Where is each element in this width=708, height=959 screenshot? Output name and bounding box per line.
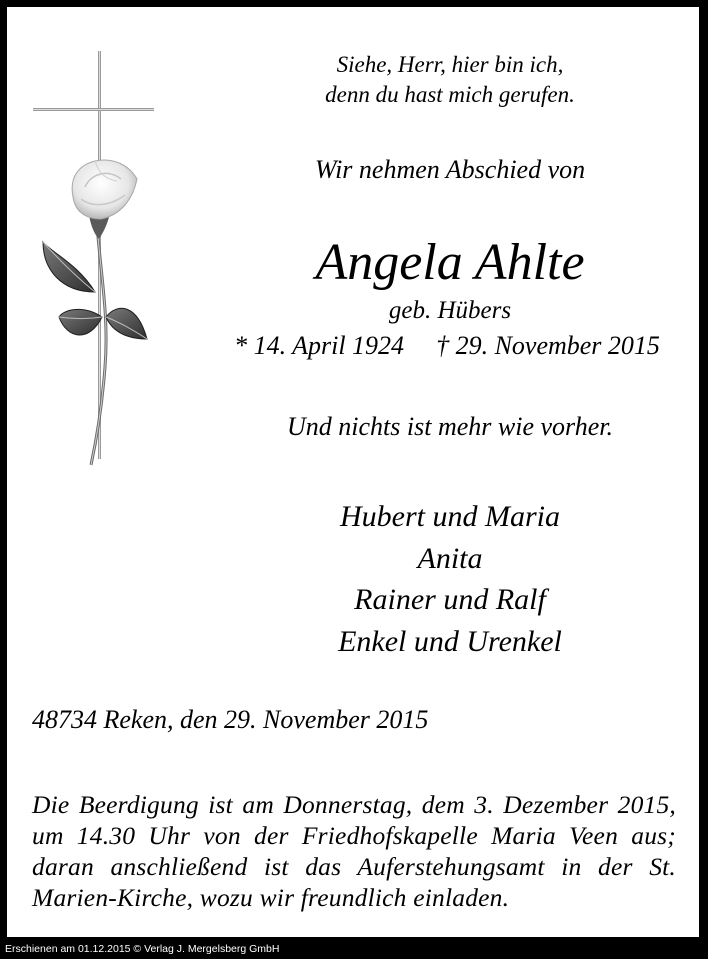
bible-verse-line-1: Siehe, Herr, hier bin ich, <box>336 52 564 77</box>
maiden-name: geb. Hübers <box>388 297 512 324</box>
mourner-line-1: Hubert und Maria <box>340 500 560 533</box>
obituary-notice <box>7 7 699 937</box>
mourner-line-4: Enkel und Urenkel <box>338 625 562 658</box>
deceased-name: Angela Ahlte <box>315 234 585 291</box>
birth-date: * 14. April 1924 <box>234 331 405 360</box>
farewell-intro: Wir nehmen Abschied von <box>314 155 586 184</box>
death-date: † 29. November 2015 <box>436 331 660 360</box>
life-dates <box>207 331 687 361</box>
funeral-details: Die Beerdigung ist am Donnerstag, dem 3. Dezember 2015, um 14.30 Uhr von der Friedhofskapelle Maria Veen aus; daran anschließend ist das Auferstehungsamt in der St. Marien-Kirche, wozu wir freundlich einladen. <box>32 790 676 912</box>
bible-verse-line-2: denn du hast mich gerufen. <box>325 82 575 107</box>
publication-footer: Erschienen am 01.12.2015 © Verlag J. Mergelsberg GmbH <box>5 943 280 955</box>
mourner-line-3: Rainer und Ralf <box>354 583 546 616</box>
mourner-line-2: Anita <box>417 542 483 575</box>
cross-and-rose-icon <box>29 47 169 477</box>
motto: Und nichts ist mehr wie vorher. <box>287 412 613 441</box>
place-and-date: 48734 Reken, den 29. November 2015 <box>32 705 429 734</box>
